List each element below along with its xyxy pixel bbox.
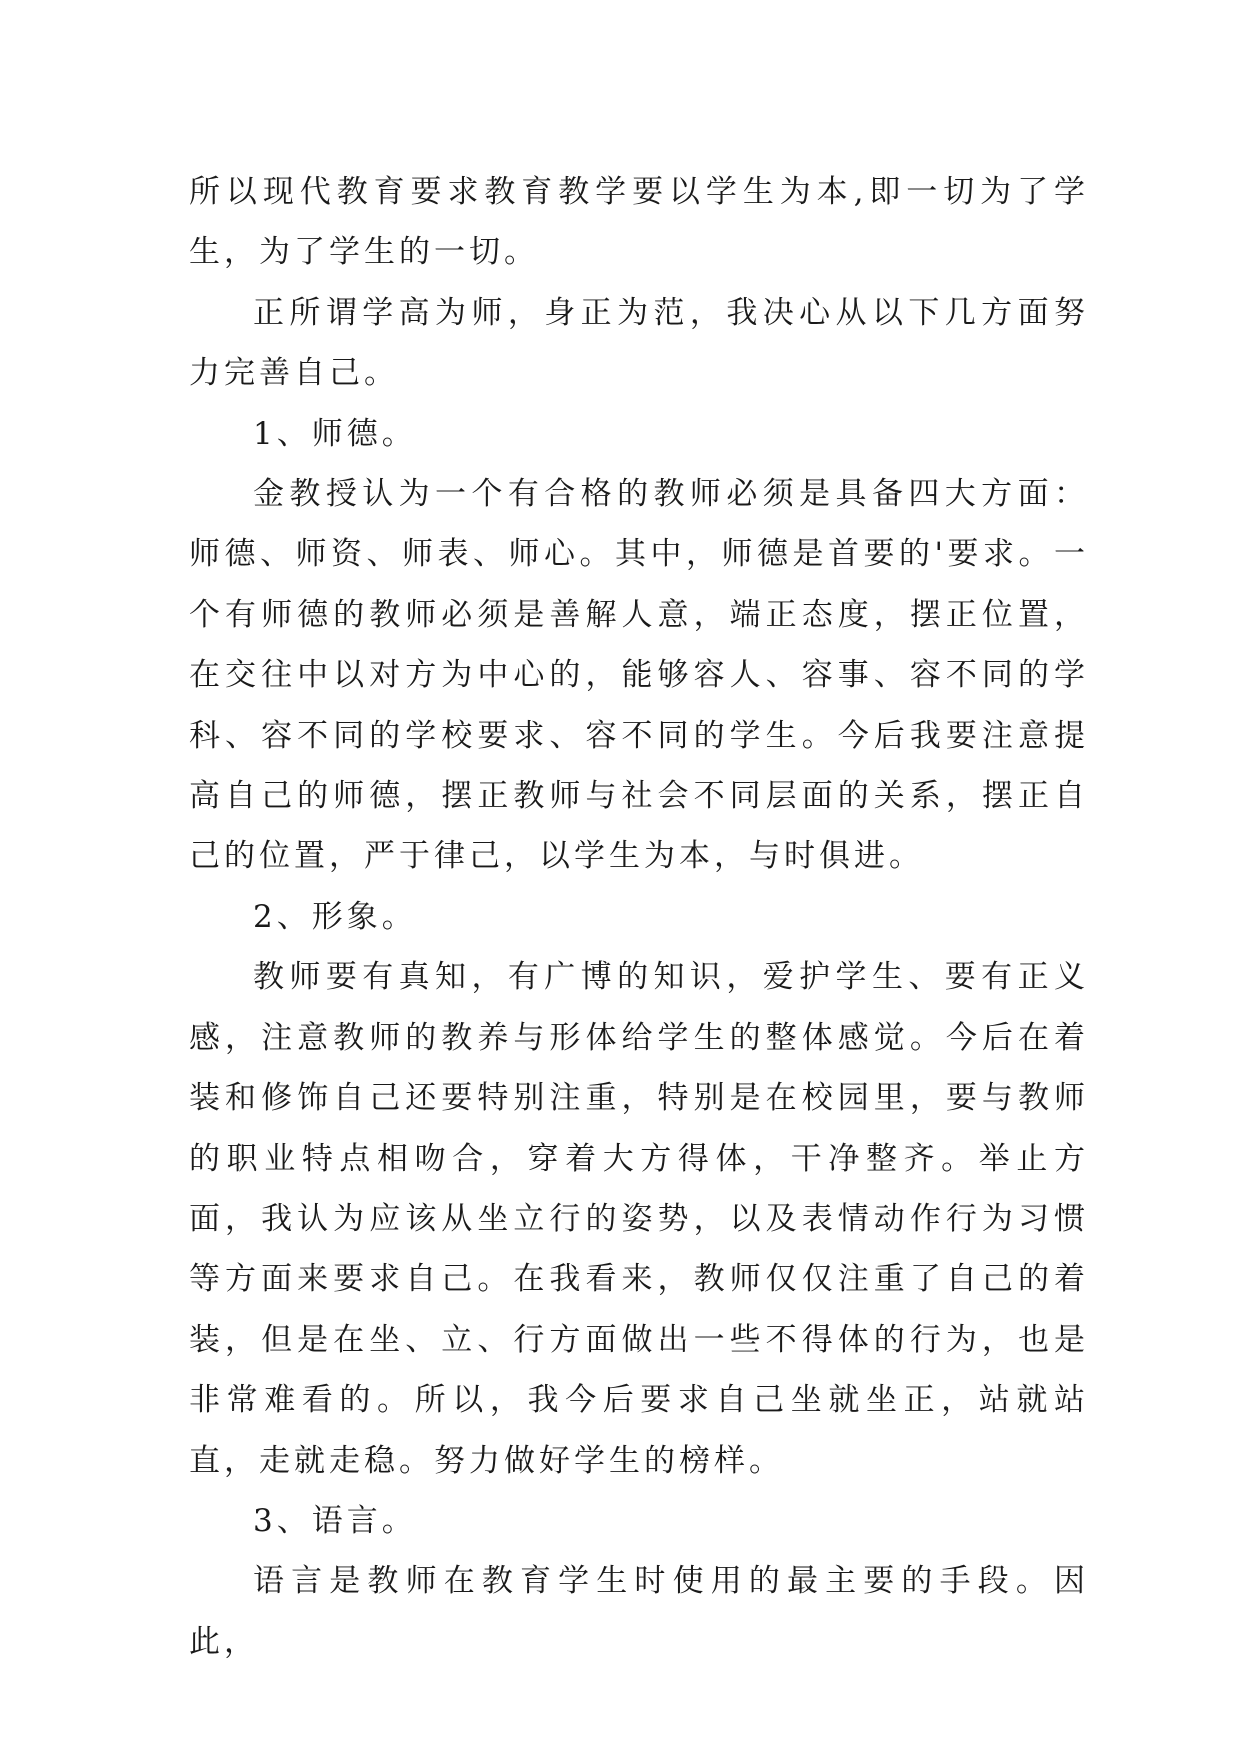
paragraph-image: 教师要有真知，有广博的知识，爱护学生、要有正义感，注意教师的教养与形体给学生的整体感觉。今后在着装和修饰自己还要特别注重，特别是在校园里，要与教师的职业特点相吻合，穿着大方得体，干净整齐。举止方面，我认为应该从坐立行的姿势，以及表情动作行为习惯等方面来要求自己。在我看来，教师仅仅注重了自己的着装，但是在坐、立、行方面做出一些不得体的行为，也是非常难看的。所以，我今后要求自己坐就坐正，站就站直，走就走稳。努力做好学生的榜样。 (189, 959, 1089, 1479)
heading-language: 3、语言。 (253, 1502, 417, 1539)
paragraph-continuation: 所以现代教育要求教育教学要以学生为本,即一切为了学生，为了学生的一切。 (189, 174, 1089, 271)
paragraph-resolution: 正所谓学高为师，身正为范，我决心从以下几方面努力完善自己。 (189, 294, 1089, 392)
paragraph-teacher-ethics: 金教授认为一个有合格的教师必须是具备四大方面：师德、师资、师表、师心。其中，师德是首要的'要求。一个有师德的教师必须是善解人意，端正态度，摆正位置，在交往中以对方为中心的，能够容人、容事、容不同的学科、容不同的学校要求、容不同的学生。今后我要注意提高自己的师德，摆正教师与社会不同层面的关系，摆正自己的位置，严于律己，以学生为本，与时俱进。 (189, 476, 1089, 875)
paragraph-language: 语言是教师在教育学生时使用的最主要的手段。因此， (189, 1563, 1089, 1660)
heading-teacher-ethics: 1、师德。 (253, 415, 417, 452)
heading-image: 2、形象。 (253, 898, 417, 935)
document-body (189, 162, 1089, 1672)
